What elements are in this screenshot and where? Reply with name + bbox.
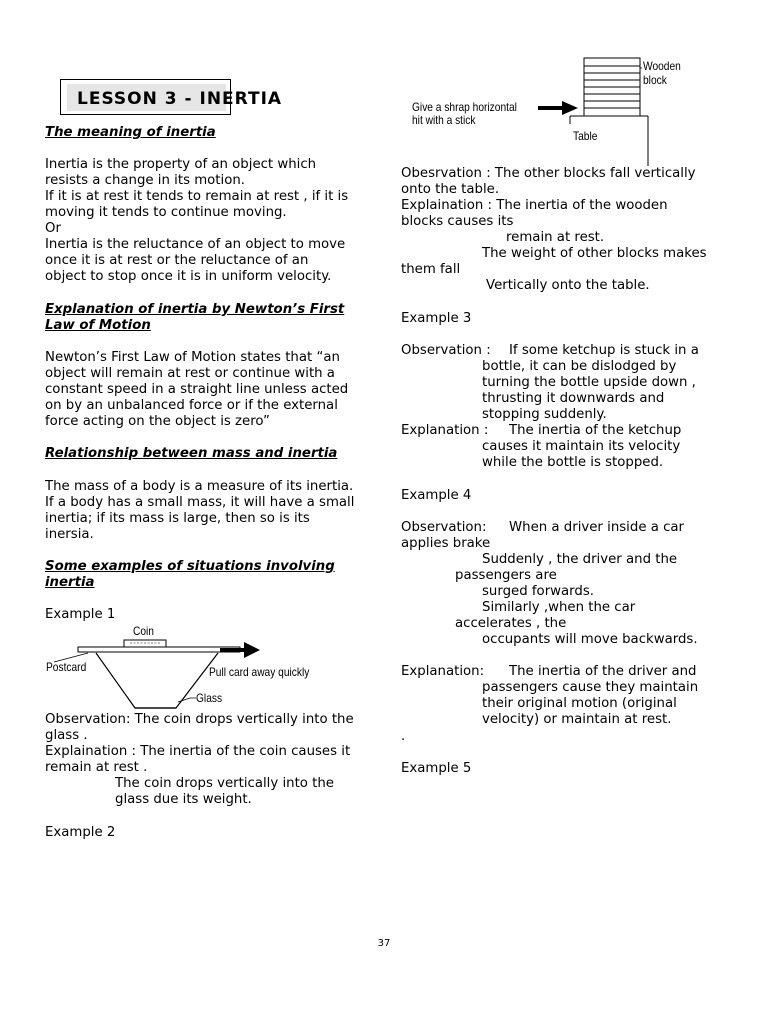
meaning-line: If it is at rest it tends to remain at rest , if it is: [45, 189, 349, 204]
fig1-pull-label: Pull card away quickly: [209, 665, 310, 679]
lesson-title-box: [60, 79, 283, 115]
heading-meaning: The meaning of inertia: [45, 125, 216, 140]
fig2-hit-label: hit with a stick: [412, 113, 476, 127]
heading-newton: Explanation of inertia by Newton’s First: [45, 302, 345, 317]
ex2-line: Obesrvation : The other blocks fall vertically: [401, 166, 696, 181]
mass-line: inertia; if its mass is large, then so is its: [45, 511, 310, 526]
fig2-hit-label: Give a shrap horizontal: [412, 100, 517, 114]
meaning-line: Or: [45, 221, 61, 236]
ex3-obs-line: stopping suddenly.: [482, 407, 607, 422]
ex4-exp-line: passengers cause they maintain: [482, 680, 699, 695]
newton-line: constant speed in a straight line unless acted: [45, 382, 349, 397]
stray-dot: .: [401, 729, 406, 744]
newton-line: object will remain at rest or continue with a: [45, 366, 335, 381]
ex2-line: Explaination : The inertia of the wooden: [401, 198, 668, 213]
ex4-exp-line: velocity) or maintain at rest.: [482, 712, 672, 727]
fig1-glass-label: Glass: [196, 691, 223, 705]
newton-line: on by an unbalanced force or if the external: [45, 398, 338, 413]
meaning-line: object to stop once it is in uniform velocity.: [45, 269, 332, 284]
fig2-block-label: Wooden: [643, 59, 681, 73]
ex4-exp-line: their original motion (original: [482, 696, 677, 711]
ex4-passengers: passengers are: [455, 568, 557, 583]
ex2-vertically: Vertically onto the table.: [486, 278, 650, 293]
ex3-exp-line: causes it maintain its velocity: [482, 439, 681, 454]
ex4-occupants: occupants will move backwards.: [482, 632, 698, 647]
example-3-label: Example 3: [401, 311, 472, 326]
ex1-line: glass .: [45, 728, 88, 743]
ex3-exp-line: The inertia of the ketchup: [509, 423, 682, 438]
lesson-title-shade: [67, 84, 283, 111]
ex2-line: blocks causes its: [401, 214, 514, 229]
ex4-obs-first: When a driver inside a car: [509, 520, 685, 535]
ex1-indent-line: glass due its weight.: [115, 792, 252, 807]
newton-line: force acting on the object is zero”: [45, 414, 270, 429]
meaning-line: once it is at rest or the reluctance of an: [45, 253, 309, 268]
ex2-line: onto the table.: [401, 182, 500, 197]
ex4-accelerates: accelerates , the: [455, 616, 567, 631]
ex3-obs-line: bottle, it can be dislodged by: [482, 359, 677, 374]
ex1-line: remain at rest .: [45, 760, 148, 775]
heading-newton: Law of Motion: [45, 318, 151, 333]
ex4-exp-line: The inertia of the driver and: [509, 664, 697, 679]
lesson-title: LESSON 3 - INERTIA: [77, 89, 283, 109]
heading-mass: Relationship between mass and inertia: [45, 446, 338, 461]
ex2-weight: The weight of other blocks makes: [482, 246, 707, 261]
heading-examples: Some examples of situations involving: [45, 559, 335, 574]
ex1-line: Observation: The coin drops vertically into the: [45, 712, 354, 727]
fig2-table-label: Table: [573, 129, 598, 143]
ex4-explanation-label: Explanation:: [401, 664, 485, 679]
ex1-line: Explaination : The inertia of the coin causes it: [45, 744, 351, 759]
ex4-suddenly: Suddenly , the driver and the: [482, 552, 678, 567]
meaning-line: Inertia is the property of an object which: [45, 157, 317, 172]
ex3-exp-line: while the bottle is stopped.: [482, 455, 664, 470]
ex3-obs-line: If some ketchup is stuck in a: [509, 343, 699, 358]
ex3-observation-label: Observation :: [401, 343, 491, 358]
ex3-explanation-label: Explanation :: [401, 423, 489, 438]
ex3-obs-line: thrusting it downwards and: [482, 391, 665, 406]
ex2-rest: remain at rest.: [506, 230, 605, 245]
fig1-coin-label: Coin: [133, 624, 154, 638]
heading-examples: inertia: [45, 575, 95, 590]
example-2-label: Example 2: [45, 825, 116, 840]
example-1-label: Example 1: [45, 607, 116, 622]
fig1-postcard-label: Postcard: [46, 660, 87, 674]
ex4-applies: applies brake: [401, 536, 491, 551]
mass-line: inersia.: [45, 527, 94, 542]
meaning-line: moving it tends to continue moving.: [45, 205, 287, 220]
page-number: 37: [377, 938, 391, 949]
example-4-label: Example 4: [401, 488, 472, 503]
mass-line: If a body has a small mass, it will have a small: [45, 495, 355, 510]
mass-line: The mass of a body is a measure of its inertia.: [45, 479, 354, 494]
ex4-similarly: Similarly ,when the car: [482, 600, 636, 615]
fig2-block-label: block: [643, 73, 667, 87]
example-5-label: Example 5: [401, 761, 472, 776]
meaning-line: Inertia is the reluctance of an object to move: [45, 237, 346, 252]
ex3-obs-line: turning the bottle upside down ,: [482, 375, 696, 390]
newton-line: Newton’s First Law of Motion states that “an: [45, 350, 340, 365]
ex1-indent-line: The coin drops vertically into the: [115, 776, 334, 791]
ex2-fall: them fall: [401, 262, 461, 277]
meaning-line: resists a change in its motion.: [45, 173, 246, 188]
ex4-observation-label: Observation:: [401, 520, 487, 535]
ex4-surged: surged forwards.: [482, 584, 595, 599]
